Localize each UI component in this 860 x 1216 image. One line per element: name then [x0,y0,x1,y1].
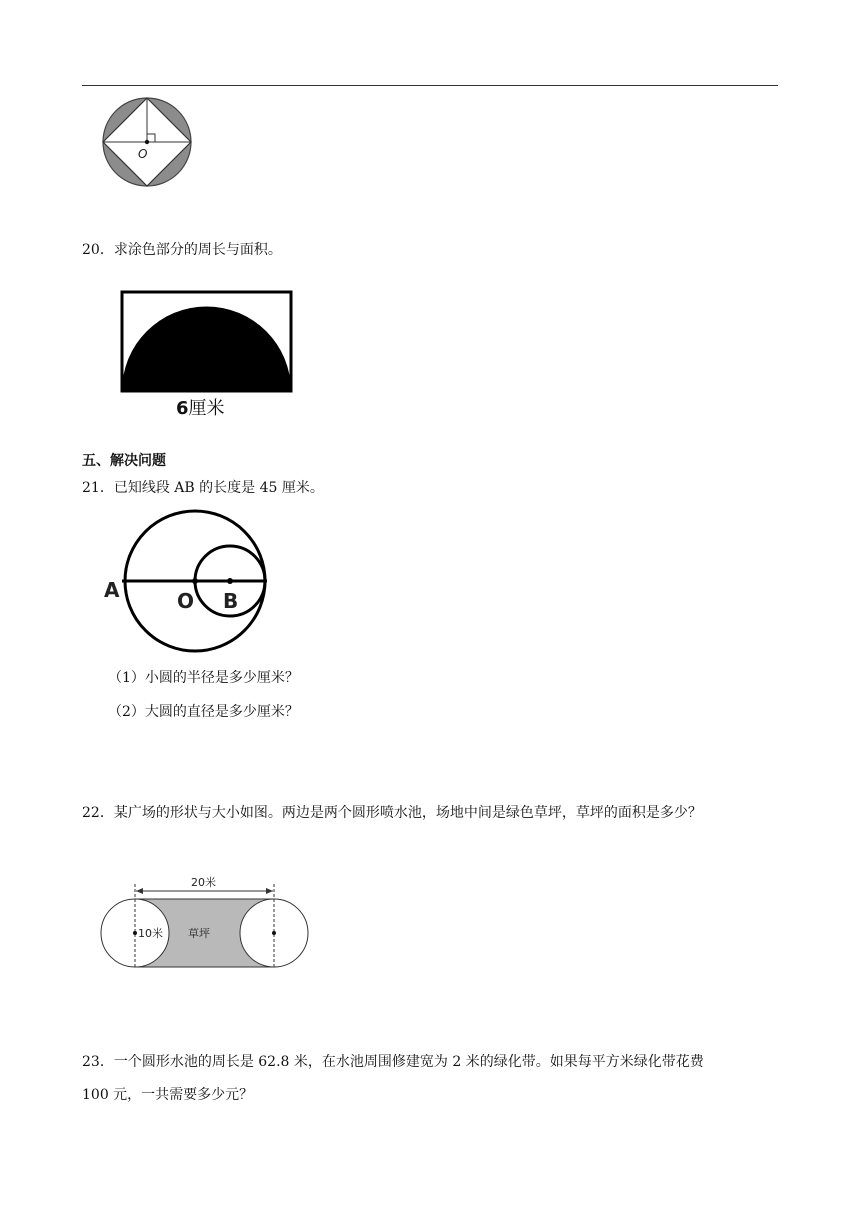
q20-width-label [176,398,225,419]
q22-arrow-right [266,888,273,894]
q21-text: 已知线段 AB 的长度是 45 厘米。 [113,480,324,496]
q23-number: 23． [82,1054,114,1070]
q23-question-line-1 [82,1052,704,1072]
q22-length-label: 20米 [191,876,216,889]
q21-label-a: A [104,578,120,602]
q20-text: 求涂色部分的周长与面积。 [113,242,282,258]
q21-figure [100,505,275,660]
q22-diameter-label: 10米 [138,927,163,940]
q21-label-o: O [177,589,195,613]
q22-arrow-left [136,888,143,894]
q20-width-value: 6 [176,398,189,419]
q22-figure [98,872,313,972]
q22-text: 某广场的形状与大小如图。两边是两个圆形喷水池，场地中间是绿色草坪，草坪的面积是多少？ [113,805,702,821]
section-title: 五、解决问题 [82,453,166,469]
q22-lawn-label: 草坪 [188,927,210,940]
q22-left-center [133,931,137,935]
q23-text-line-2: 100 元，一共需要多少元？ [82,1087,254,1103]
q20-figure [118,288,298,423]
q22-number: 22． [82,805,114,821]
q20-question [82,240,282,260]
q20-width-unit: 厘米 [188,398,225,419]
q22-question [82,803,702,823]
q21-point-o [192,578,198,584]
q19-center-dot [145,140,149,144]
header-rule [82,85,778,86]
q19-center-label: O [138,147,148,161]
q21-number: 21． [82,480,114,496]
q21-subquestion-2: （2）大圆的直径是多少厘米？ [108,704,299,720]
q21-subquestion-1: （1）小圆的半径是多少厘米？ [108,670,299,686]
q21-point-b [227,578,233,584]
q21-label-b: B [223,589,239,613]
q19-figure [98,96,196,190]
q23-text-line-1: 一个圆形水池的周长是 62.8 米，在水池周围修建宽为 2 米的绿化带。如果每平方米绿化带花费 [113,1054,704,1070]
q22-right-center [272,931,276,935]
q21-question [82,478,324,498]
q20-number: 20． [82,242,114,258]
